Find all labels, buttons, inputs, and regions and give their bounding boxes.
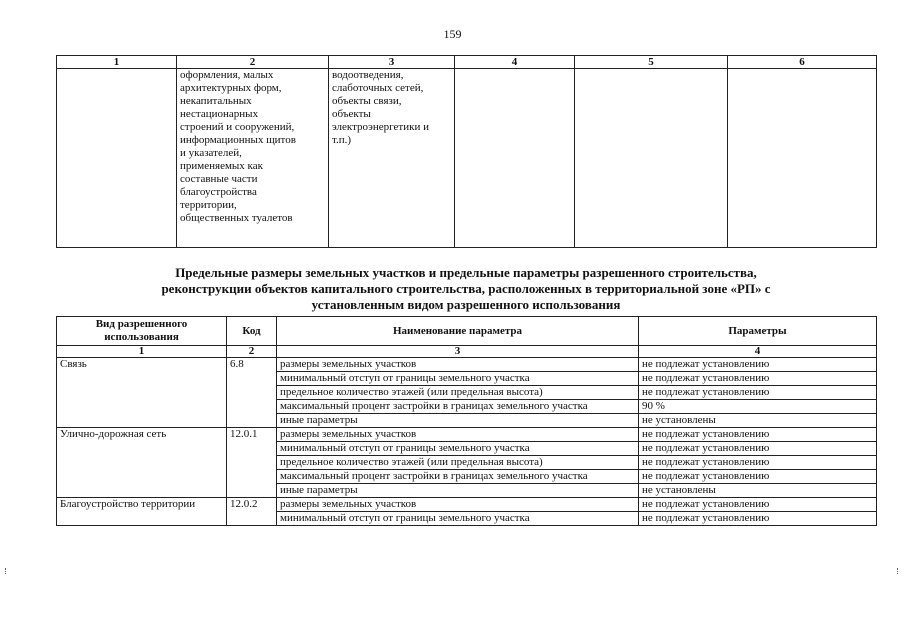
- param-value-cell: не установлены: [639, 414, 877, 428]
- param-value-cell: не подлежат установлению: [639, 498, 877, 512]
- table-row: [57, 498, 877, 512]
- cell-line: объекты связи,: [332, 95, 402, 107]
- col-number: 4: [639, 346, 877, 358]
- param-name-cell: максимальный процент застройки в границах земельного участка: [277, 400, 639, 414]
- use-type-cell: Благоустройство территории: [57, 498, 227, 526]
- cell-line: благоустройства: [180, 186, 257, 198]
- col-number: 1: [57, 56, 177, 69]
- cell-col6: [728, 69, 877, 248]
- cell-col3: [329, 69, 455, 248]
- param-value-cell: не подлежат установлению: [639, 428, 877, 442]
- header-params: Параметры: [639, 317, 877, 346]
- cell-line: объекты: [332, 108, 371, 120]
- cell-col1: [57, 69, 177, 248]
- param-value-cell: не подлежат установлению: [639, 512, 877, 526]
- col-number: 3: [277, 346, 639, 358]
- param-value-cell: 90 %: [639, 400, 877, 414]
- use-type-cell: Связь: [57, 358, 227, 428]
- param-name-cell: размеры земельных участков: [277, 358, 639, 372]
- code-cell: 12.0.2: [227, 498, 277, 526]
- header-use-type: Вид разрешенного использования: [57, 317, 227, 346]
- heading-line: Предельные размеры земельных участков и предельные параметры разрешенного строительства,: [175, 265, 757, 280]
- param-value-cell: не установлены: [639, 484, 877, 498]
- cell-line: применяемых как: [180, 160, 263, 172]
- cell-line: нестационарных: [180, 108, 259, 120]
- heading-line: установленным видом разрешенного использования: [311, 297, 621, 312]
- cell-col5: [575, 69, 728, 248]
- param-name-cell: иные параметры: [277, 484, 639, 498]
- header-param-name: Наименование параметра: [277, 317, 639, 346]
- table-row: [57, 69, 877, 248]
- col-number: 1: [57, 346, 227, 358]
- cell-line: слаботочных сетей,: [332, 82, 424, 94]
- cell-line: территории,: [180, 199, 237, 211]
- table-row: [57, 428, 877, 442]
- column-number-row: [57, 346, 877, 358]
- edge-mark: [5, 568, 8, 574]
- cell-line: водоотведения,: [332, 69, 404, 81]
- col-number: 2: [227, 346, 277, 358]
- parameters-table: [56, 316, 877, 526]
- param-value-cell: не подлежат установлению: [639, 456, 877, 470]
- heading-line: реконструкции объектов капитального строительства, расположенных в территориальной зоне «РП» с: [161, 281, 771, 296]
- cell-line: оформления, малых: [180, 69, 274, 81]
- param-value-cell: не подлежат установлению: [639, 386, 877, 400]
- param-value-cell: не подлежат установлению: [639, 358, 877, 372]
- param-value-cell: не подлежат установлению: [639, 442, 877, 456]
- param-name-cell: максимальный процент застройки в границах земельного участка: [277, 470, 639, 484]
- cell-line: строений и сооружений,: [180, 121, 295, 133]
- cell-line: информационных щитов: [180, 134, 296, 146]
- cell-line: и указателей,: [180, 147, 242, 159]
- param-name-cell: размеры земельных участков: [277, 428, 639, 442]
- param-name-cell: предельное количество этажей (или предельная высота): [277, 456, 639, 470]
- cell-line: электроэнергетики и: [332, 121, 429, 133]
- column-number-row: [57, 56, 877, 69]
- cell-line: общественных туалетов: [180, 212, 293, 224]
- cell-col2: [177, 69, 329, 248]
- section-heading: [56, 265, 876, 313]
- continued-table: [56, 55, 877, 248]
- param-name-cell: минимальный отступ от границы земельного участка: [277, 512, 639, 526]
- cell-line: архитектурных форм,: [180, 82, 282, 94]
- param-value-cell: не подлежат установлению: [639, 470, 877, 484]
- page-number: 159: [443, 27, 462, 41]
- cell-line: т.п.): [332, 134, 352, 146]
- col-number: 5: [575, 56, 728, 69]
- edge-mark: [897, 568, 900, 574]
- param-value-cell: не подлежат установлению: [639, 372, 877, 386]
- header-code: Код: [227, 317, 277, 346]
- cell-col4: [455, 69, 575, 248]
- use-type-cell: Улично-дорожная сеть: [57, 428, 227, 498]
- param-name-cell: минимальный отступ от границы земельного участка: [277, 442, 639, 456]
- code-cell: 6.8: [227, 358, 277, 428]
- param-name-cell: размеры земельных участков: [277, 498, 639, 512]
- param-name-cell: предельное количество этажей (или предельная высота): [277, 386, 639, 400]
- header-row: [57, 317, 877, 346]
- col-number: 4: [455, 56, 575, 69]
- col-number: 2: [177, 56, 329, 69]
- col-number: 6: [728, 56, 877, 69]
- table-row: [57, 358, 877, 372]
- cell-line: некапитальных: [180, 95, 252, 107]
- cell-line: составные части: [180, 173, 258, 185]
- param-name-cell: минимальный отступ от границы земельного участка: [277, 372, 639, 386]
- code-cell: 12.0.1: [227, 428, 277, 498]
- col-number: 3: [329, 56, 455, 69]
- param-name-cell: иные параметры: [277, 414, 639, 428]
